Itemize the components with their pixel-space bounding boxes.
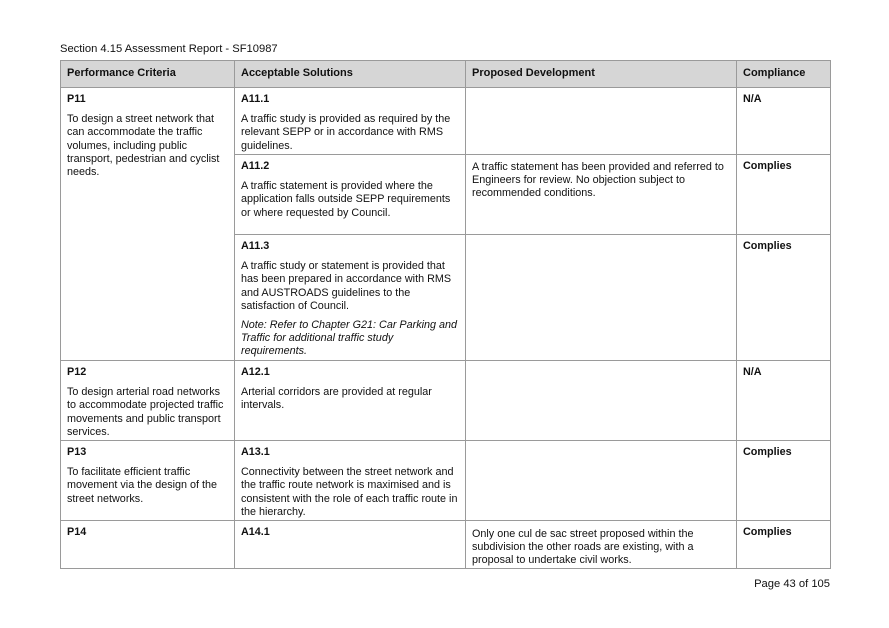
criteria-text: To design arterial road networks to accommodate projected traffic movements and public transport services. — [67, 386, 224, 438]
solution-code: A11.2 — [241, 160, 270, 172]
proposed-text: Only one cul de sac street proposed within the subdivision the other roads are existing, with a proposal to undertake civil works. — [472, 528, 694, 567]
compliance-cell: Complies — [737, 441, 831, 521]
table-row — [61, 521, 831, 569]
proposed-cell — [466, 155, 737, 235]
solution-code: A11.1 — [241, 93, 270, 105]
solution-code: A13.1 — [241, 446, 270, 458]
solution-text: A traffic study is provided as required by the relevant SEPP or in accordance with RMS guidelines. — [241, 113, 451, 152]
page-number: Page 43 of 105 — [754, 578, 830, 590]
compliance-cell: Complies — [737, 521, 831, 569]
solution-cell-a11-1 — [235, 88, 466, 155]
assessment-table — [60, 60, 831, 569]
criteria-cell-p12 — [61, 361, 235, 441]
column-header-proposed-development: Proposed Development — [466, 61, 737, 88]
solution-code: A12.1 — [241, 366, 270, 378]
proposed-cell — [466, 521, 737, 569]
compliance-cell: N/A — [737, 361, 831, 441]
solution-cell-a13-1 — [235, 441, 466, 521]
solution-text: A traffic study or statement is provided that has been prepared in accordance with RMS and AUSTROADS guidelines to the satisfaction of Council. — [241, 260, 452, 312]
table-row — [61, 88, 831, 155]
proposed-text: A traffic statement has been provided and referred to Engineers for review. No objection subject to recommended conditions. — [472, 161, 724, 200]
criteria-code: P11 — [67, 93, 86, 105]
solution-text: Connectivity between the street network and the traffic route network is maximised and is consistent with the role of each traffic route in the hierarchy. — [241, 466, 458, 518]
table-row — [61, 361, 831, 441]
compliance-cell: Complies — [737, 155, 831, 235]
compliance-cell: Complies — [737, 235, 831, 361]
solution-cell-a12-1 — [235, 361, 466, 441]
solution-text: A traffic statement is provided where the application falls outside SEPP requirements or where requested by Council. — [241, 180, 451, 219]
solution-cell-a11-3 — [235, 235, 466, 361]
solution-cell-a11-2 — [235, 155, 466, 235]
criteria-text: To facilitate efficient traffic movement via the design of the street networks. — [67, 466, 218, 505]
criteria-cell-p14 — [61, 521, 235, 569]
table-row — [61, 441, 831, 521]
column-header-compliance: Compliance — [737, 61, 831, 88]
solution-text: Arterial corridors are provided at regular intervals. — [241, 386, 432, 412]
criteria-cell-p11 — [61, 88, 235, 361]
proposed-cell — [466, 361, 737, 441]
proposed-cell — [466, 235, 737, 361]
proposed-cell — [466, 441, 737, 521]
column-header-performance-criteria: Performance Criteria — [61, 61, 235, 88]
solution-note: Note: Refer to Chapter G21: Car Parking and Traffic for additional traffic study requirements. — [241, 319, 458, 358]
solution-code: A11.3 — [241, 240, 270, 252]
criteria-code: P14 — [67, 526, 87, 538]
table-header-row — [61, 61, 831, 88]
compliance-cell: N/A — [737, 88, 831, 155]
solution-code: A14.1 — [241, 526, 270, 538]
criteria-text: To design a street network that can accommodate the traffic volumes, including public transport, pedestrian and cyclist needs. — [67, 113, 220, 179]
criteria-code: P13 — [67, 446, 87, 458]
criteria-code: P12 — [67, 366, 87, 378]
solution-cell-a14-1 — [235, 521, 466, 569]
document-title: Section 4.15 Assessment Report - SF10987 — [60, 43, 278, 55]
criteria-cell-p13 — [61, 441, 235, 521]
column-header-acceptable-solutions: Acceptable Solutions — [235, 61, 466, 88]
proposed-cell — [466, 88, 737, 155]
